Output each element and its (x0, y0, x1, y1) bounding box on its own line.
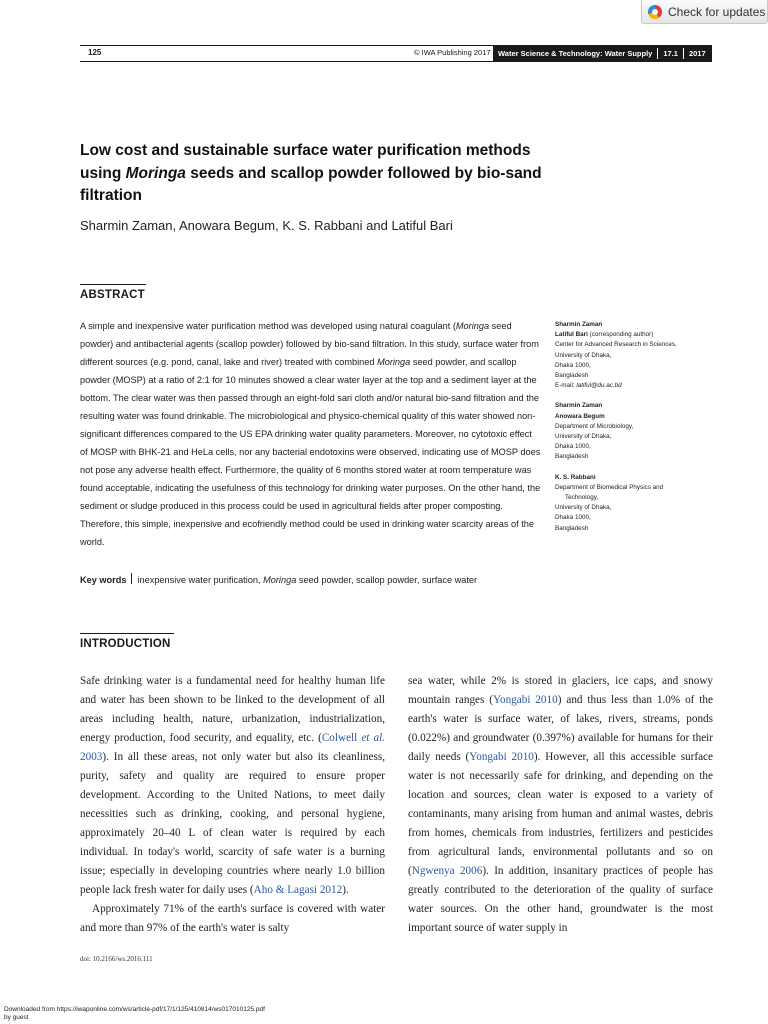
body-column-left: Safe drinking water is a fundamental need for healthy human life and water has been shown to be linked to the development of all areas including health, nature, urbanization, industrialization, energy production, food security, and equality, etc. (Colwell et al. 2003). In all these areas, not only water but also its cleanliness, purity, safety and quality are required to ensure proper development. According to the United Nations, to meet daily necessities such as drinking, cooking, and personal hygiene, approximately 20–40 L of clean water is required by each individual. In today's world, scarcity of safe water is a burning issue; especially in developing countries where nearly 1.0 billion people lack fresh water for daily uses (Aho & Lagasi 2012). Approximately 71% of the earth's surface is covered with water and more than 97% of the earth's water is salty (80, 675, 385, 934)
affiliation-2: Sharmin Zaman Anowara Begum Department of Microbiology, University of Dhaka, Dhaka 1000, Bangladesh (555, 402, 634, 461)
abstract-text: A simple and inexpensive water purification method was developed using natural coagulant (Moringa seed powder) and antibacterial agents (scallop powder) followed by bio-sand filtration. In this study, surface water from different sources (e.g. pond, canal, lake and river) treated with combined Moringa seed powder, and scallop powder (MOSP) at a ratio of 2:1 for 10 minutes showed a clear water layer at the top and a sediment layer at the bottom. The clear water was then passed through an eight-fold sari cloth and/or natural bio-sand filtration and the resulting water was found drinkable. The microbiological and physico-chemical quality of this water showed non-significant differences compared to the US EPA drinking water quality parameters. Moreover, no cytotoxic effect of MOSP with BHK-21 and HeLa cells, nor any bacterial endotoxins were observed, indicating use of MOSP does not pose any adverse health effect. Furthermore, the quality of 6 months stored water at room temperature was found acceptable, indicating the usefulness of this technology for drinking water purposes. On the other hand, the sediment or sludge produced in this process could be used in agricultural fields after proper composting. Therefore, this simple, inexpensive and ecofriendly method could be used in drinking water scarcity areas of the world. (80, 321, 541, 547)
download-notice: Downloaded from https://iwaponline.com/ws/article-pdf/17/1/125/410814/ws017010125.pdf by guest (4, 1006, 265, 1021)
keywords: Key words inexpensive water purification, Moringa seed powder, scallop powder, surface water (80, 575, 478, 585)
citation-link[interactable]: Yongabi 2010 (469, 751, 534, 763)
citation-link[interactable]: Yongabi 2010 (493, 694, 558, 706)
author-email-link[interactable]: latiful@du.ac.bd (576, 382, 622, 390)
author-list: Sharmin Zaman, Anowara Begum, K. S. Rabbani and Latiful Bari (80, 218, 453, 233)
citation-link[interactable]: Colwell et al. 2003 (80, 732, 385, 763)
doi: doi: 10.2166/ws.2016.111 (80, 955, 153, 963)
body-column-right: sea water, while 2% is stored in glaciers, ice caps, and snowy mountain ranges (Yongabi 2010) and thus less than 1.0% of the earth's water is surface water, of lakes, rivers, streams, ponds (0.022%) and groundwater (0.397%) available for humans for their daily needs (Yongabi 2010). However, all this accessible surface water is not necessarily safe for drinking, and depending on the location and sources, clean water is exposed to a variety of contaminants, many arising from human and animal wastes, debris from homes, chemicals from industries, fertilizers and pesticides from agricultural lands, environmental pollutants and so on (Ngwenya 2006). In addition, insanitary practices of people has greatly contributed to the deterioration of the quality of surface water sources. On the other hand, groundwater is the most important source of water supply in (408, 675, 713, 934)
separator (657, 48, 658, 59)
abstract-heading: ABSTRACT (80, 289, 145, 301)
publisher-copyright: © IWA Publishing 2017 (414, 48, 491, 57)
citation-link[interactable]: Ngwenya 2006 (411, 865, 483, 877)
journal-name: Water Science & Technology: Water Supply (498, 49, 653, 58)
affiliations (555, 320, 725, 544)
journal-year: 2017 (688, 49, 706, 58)
journal-banner (493, 45, 712, 62)
introduction-rule (80, 633, 174, 634)
article-title: Low cost and sustainable surface water purification methods using Moringa seeds and scallop powder followed by bio-sand filtration (80, 142, 542, 204)
journal-volume: 17.1 (663, 49, 678, 58)
keywords-label: Key words (80, 575, 127, 585)
affiliation-3: K. S. Rabbani Department of Biomedical Physics and Technology, University of Dhaka, Dhaka 1000, Bangladesh (555, 473, 664, 532)
citation-link[interactable]: Aho & Lagasi 2012 (253, 884, 343, 896)
check-for-updates-button[interactable] (641, 0, 768, 24)
introduction-heading: INTRODUCTION (80, 638, 171, 650)
check-for-updates-label: Check for updates (668, 4, 766, 19)
crossmark-icon (648, 5, 662, 19)
abstract-rule (80, 284, 146, 285)
page-number: 125 (88, 48, 102, 57)
separator (683, 48, 684, 59)
affiliation-1: Sharmin Zaman Latiful Bari (corresponding author) Center for Advanced Research in Sciences, University of Dhaka, Dhaka 1000, Bangladesh E-mail: latiful@du.ac.bd (555, 321, 677, 390)
